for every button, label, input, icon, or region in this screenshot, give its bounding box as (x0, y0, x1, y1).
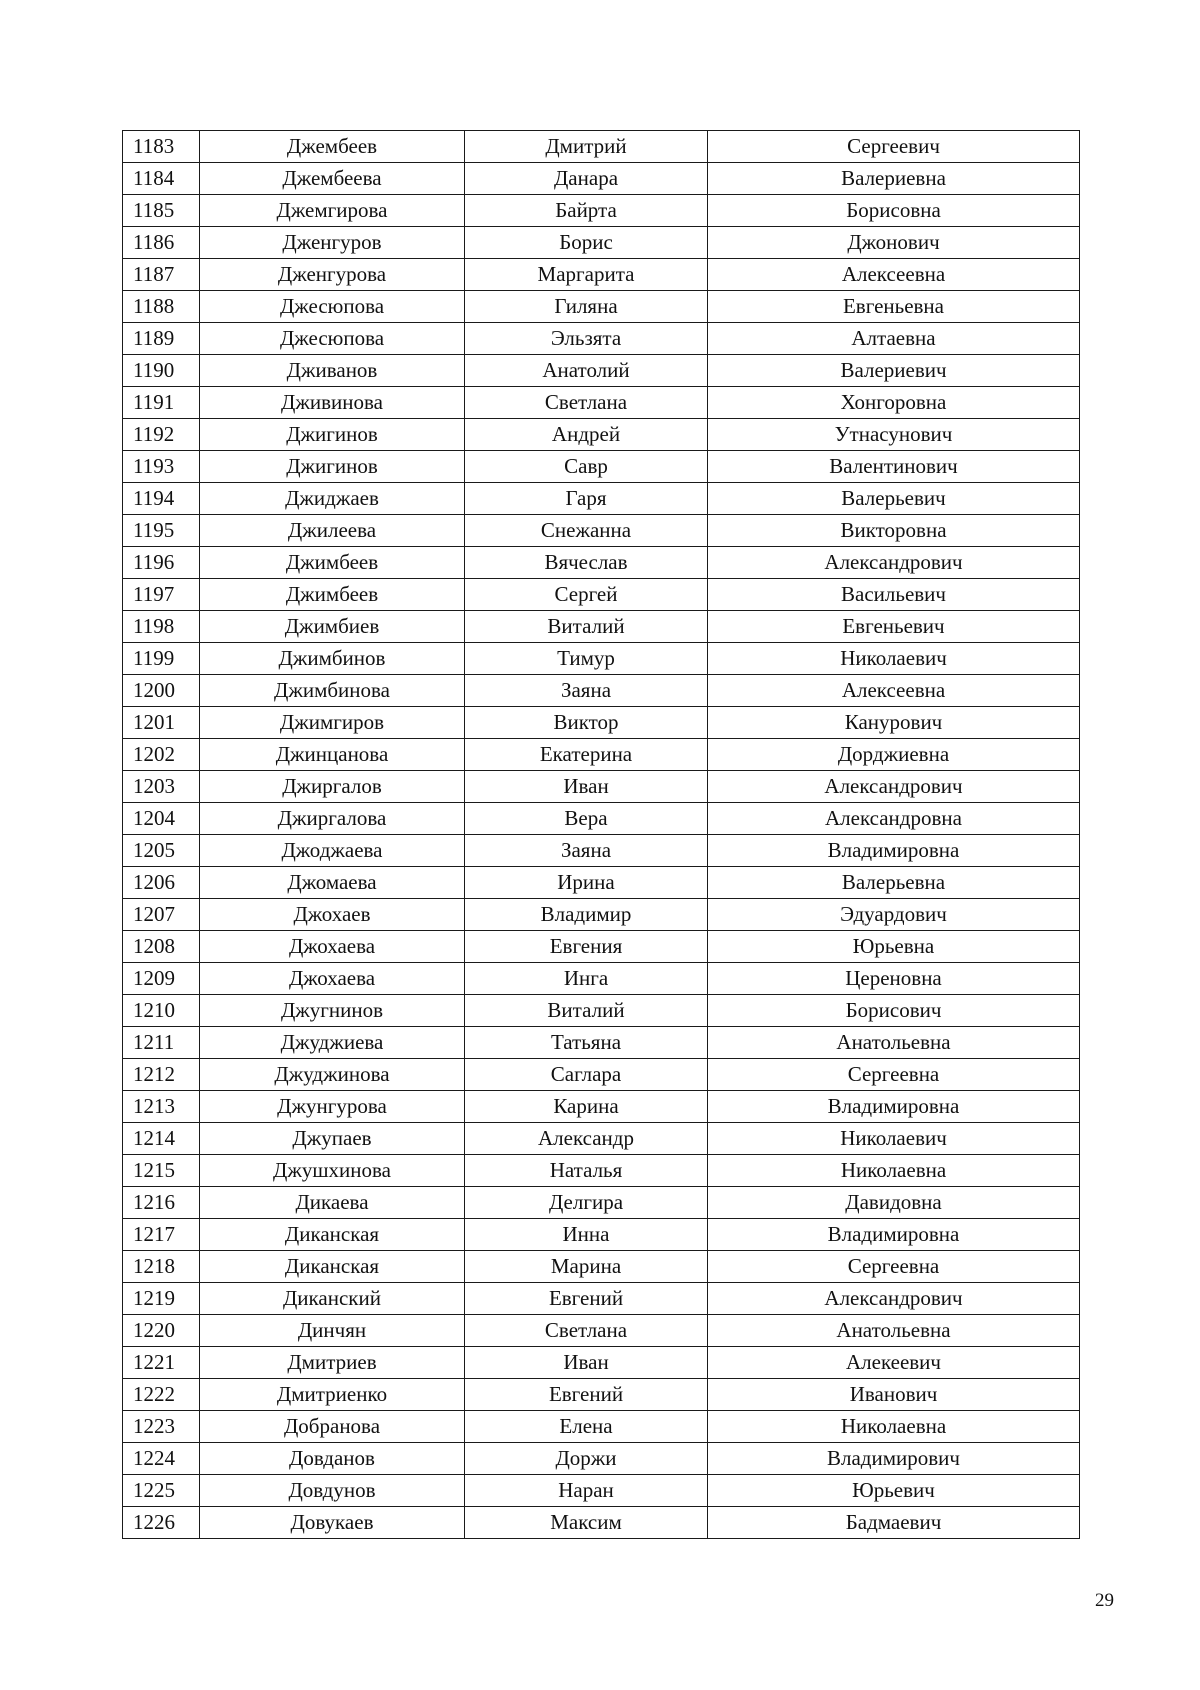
table-row (123, 1283, 1080, 1315)
row-number-cell: 1208 (123, 931, 200, 963)
first-name-cell: Екатерина (465, 739, 708, 771)
row-number-cell: 1218 (123, 1251, 200, 1283)
patronymic-cell: Валерьевна (708, 867, 1080, 899)
first-name-cell: Вячеслав (465, 547, 708, 579)
first-name-cell: Маргарита (465, 259, 708, 291)
first-name-cell: Максим (465, 1507, 708, 1539)
table-row (123, 291, 1080, 323)
first-name-cell: Байрта (465, 195, 708, 227)
patronymic-cell: Дорджиевна (708, 739, 1080, 771)
row-number-cell: 1219 (123, 1283, 200, 1315)
table-row (123, 771, 1080, 803)
first-name-cell: Саглара (465, 1059, 708, 1091)
table-row (123, 131, 1080, 163)
last-name-cell: Джоджаева (200, 835, 465, 867)
last-name-cell: Добранова (200, 1411, 465, 1443)
last-name-cell: Джиргалова (200, 803, 465, 835)
table-row (123, 227, 1080, 259)
last-name-cell: Джомаева (200, 867, 465, 899)
first-name-cell: Тимур (465, 643, 708, 675)
first-name-cell: Заяна (465, 835, 708, 867)
first-name-cell: Андрей (465, 419, 708, 451)
roster-body (123, 131, 1080, 1539)
first-name-cell: Гиляна (465, 291, 708, 323)
table-row (123, 1379, 1080, 1411)
last-name-cell: Диканский (200, 1283, 465, 1315)
table-row (123, 739, 1080, 771)
last-name-cell: Джугнинов (200, 995, 465, 1027)
first-name-cell: Инга (465, 963, 708, 995)
last-name-cell: Джохаева (200, 963, 465, 995)
row-number-cell: 1194 (123, 483, 200, 515)
first-name-cell: Владимир (465, 899, 708, 931)
row-number-cell: 1185 (123, 195, 200, 227)
first-name-cell: Евгений (465, 1283, 708, 1315)
last-name-cell: Динчян (200, 1315, 465, 1347)
table-row (123, 451, 1080, 483)
first-name-cell: Елена (465, 1411, 708, 1443)
last-name-cell: Джесюпова (200, 291, 465, 323)
row-number-cell: 1196 (123, 547, 200, 579)
row-number-cell: 1210 (123, 995, 200, 1027)
roster-table (122, 130, 1080, 1539)
first-name-cell: Евгений (465, 1379, 708, 1411)
first-name-cell: Евгения (465, 931, 708, 963)
row-number-cell: 1187 (123, 259, 200, 291)
patronymic-cell: Николаевна (708, 1411, 1080, 1443)
table-row (123, 803, 1080, 835)
last-name-cell: Джимбеев (200, 547, 465, 579)
first-name-cell: Савр (465, 451, 708, 483)
first-name-cell: Делгира (465, 1187, 708, 1219)
table-row (123, 547, 1080, 579)
patronymic-cell: Сергеевич (708, 131, 1080, 163)
table-row (123, 163, 1080, 195)
patronymic-cell: Николаевна (708, 1155, 1080, 1187)
patronymic-cell: Алтаевна (708, 323, 1080, 355)
last-name-cell: Дженгурова (200, 259, 465, 291)
last-name-cell: Довдунов (200, 1475, 465, 1507)
last-name-cell: Джунгурова (200, 1091, 465, 1123)
row-number-cell: 1184 (123, 163, 200, 195)
table-row (123, 643, 1080, 675)
patronymic-cell: Алексеевна (708, 675, 1080, 707)
table-row (123, 1347, 1080, 1379)
first-name-cell: Заяна (465, 675, 708, 707)
row-number-cell: 1190 (123, 355, 200, 387)
last-name-cell: Дмитриенко (200, 1379, 465, 1411)
row-number-cell: 1201 (123, 707, 200, 739)
patronymic-cell: Валентинович (708, 451, 1080, 483)
patronymic-cell: Владимировна (708, 1219, 1080, 1251)
row-number-cell: 1217 (123, 1219, 200, 1251)
table-row (123, 675, 1080, 707)
row-number-cell: 1220 (123, 1315, 200, 1347)
patronymic-cell: Валериевич (708, 355, 1080, 387)
table-row (123, 1475, 1080, 1507)
patronymic-cell: Иванович (708, 1379, 1080, 1411)
last-name-cell: Джембеева (200, 163, 465, 195)
last-name-cell: Джохаев (200, 899, 465, 931)
row-number-cell: 1195 (123, 515, 200, 547)
patronymic-cell: Викторовна (708, 515, 1080, 547)
last-name-cell: Довукаев (200, 1507, 465, 1539)
row-number-cell: 1225 (123, 1475, 200, 1507)
patronymic-cell: Александрович (708, 547, 1080, 579)
row-number-cell: 1216 (123, 1187, 200, 1219)
row-number-cell: 1192 (123, 419, 200, 451)
table-row (123, 387, 1080, 419)
last-name-cell: Дмитриев (200, 1347, 465, 1379)
row-number-cell: 1209 (123, 963, 200, 995)
row-number-cell: 1206 (123, 867, 200, 899)
last-name-cell: Джесюпова (200, 323, 465, 355)
table-row (123, 1219, 1080, 1251)
table-row (123, 1315, 1080, 1347)
last-name-cell: Джуджинова (200, 1059, 465, 1091)
row-number-cell: 1215 (123, 1155, 200, 1187)
table-row (123, 867, 1080, 899)
patronymic-cell: Эдуардович (708, 899, 1080, 931)
first-name-cell: Ирина (465, 867, 708, 899)
patronymic-cell: Валериевна (708, 163, 1080, 195)
patronymic-cell: Алекеевич (708, 1347, 1080, 1379)
first-name-cell: Светлана (465, 387, 708, 419)
row-number-cell: 1226 (123, 1507, 200, 1539)
last-name-cell: Джигинов (200, 451, 465, 483)
first-name-cell: Иван (465, 1347, 708, 1379)
table-row (123, 515, 1080, 547)
table-row (123, 1123, 1080, 1155)
first-name-cell: Гаря (465, 483, 708, 515)
table-row (123, 1443, 1080, 1475)
patronymic-cell: Валерьевич (708, 483, 1080, 515)
patronymic-cell: Владимирович (708, 1443, 1080, 1475)
last-name-cell: Джилеева (200, 515, 465, 547)
table-row (123, 611, 1080, 643)
patronymic-cell: Борисович (708, 995, 1080, 1027)
first-name-cell: Эльзята (465, 323, 708, 355)
row-number-cell: 1222 (123, 1379, 200, 1411)
patronymic-cell: Канурович (708, 707, 1080, 739)
row-number-cell: 1186 (123, 227, 200, 259)
table-row (123, 707, 1080, 739)
row-number-cell: 1193 (123, 451, 200, 483)
patronymic-cell: Евгеньевич (708, 611, 1080, 643)
row-number-cell: 1214 (123, 1123, 200, 1155)
patronymic-cell: Александровна (708, 803, 1080, 835)
first-name-cell: Виталий (465, 995, 708, 1027)
row-number-cell: 1197 (123, 579, 200, 611)
last-name-cell: Джимбеев (200, 579, 465, 611)
first-name-cell: Анатолий (465, 355, 708, 387)
last-name-cell: Джиргалов (200, 771, 465, 803)
patronymic-cell: Цереновна (708, 963, 1080, 995)
patronymic-cell: Алексеевна (708, 259, 1080, 291)
table-row (123, 1251, 1080, 1283)
row-number-cell: 1212 (123, 1059, 200, 1091)
last-name-cell: Джигинов (200, 419, 465, 451)
last-name-cell: Дженгуров (200, 227, 465, 259)
patronymic-cell: Анатольевна (708, 1315, 1080, 1347)
row-number-cell: 1223 (123, 1411, 200, 1443)
table-row (123, 1411, 1080, 1443)
table-row (123, 195, 1080, 227)
row-number-cell: 1204 (123, 803, 200, 835)
table-row (123, 1155, 1080, 1187)
patronymic-cell: Хонгоровна (708, 387, 1080, 419)
table-row (123, 259, 1080, 291)
last-name-cell: Джимгиров (200, 707, 465, 739)
table-row (123, 1507, 1080, 1539)
table-row (123, 1059, 1080, 1091)
table-row (123, 1027, 1080, 1059)
last-name-cell: Джемгирова (200, 195, 465, 227)
table-row (123, 835, 1080, 867)
patronymic-cell: Владимировна (708, 835, 1080, 867)
last-name-cell: Довданов (200, 1443, 465, 1475)
first-name-cell: Инна (465, 1219, 708, 1251)
last-name-cell: Джинцанова (200, 739, 465, 771)
last-name-cell: Джимбинов (200, 643, 465, 675)
patronymic-cell: Николаевич (708, 1123, 1080, 1155)
patronymic-cell: Александрович (708, 771, 1080, 803)
patronymic-cell: Бадмаевич (708, 1507, 1080, 1539)
first-name-cell: Светлана (465, 1315, 708, 1347)
first-name-cell: Виктор (465, 707, 708, 739)
row-number-cell: 1207 (123, 899, 200, 931)
first-name-cell: Борис (465, 227, 708, 259)
first-name-cell: Доржи (465, 1443, 708, 1475)
patronymic-cell: Утнасунович (708, 419, 1080, 451)
row-number-cell: 1213 (123, 1091, 200, 1123)
patronymic-cell: Юрьевич (708, 1475, 1080, 1507)
last-name-cell: Дживинова (200, 387, 465, 419)
table-row (123, 1091, 1080, 1123)
last-name-cell: Джушхинова (200, 1155, 465, 1187)
last-name-cell: Джимбиев (200, 611, 465, 643)
patronymic-cell: Александрович (708, 1283, 1080, 1315)
table-row (123, 323, 1080, 355)
first-name-cell: Карина (465, 1091, 708, 1123)
first-name-cell: Снежанна (465, 515, 708, 547)
row-number-cell: 1191 (123, 387, 200, 419)
last-name-cell: Диканская (200, 1251, 465, 1283)
row-number-cell: 1224 (123, 1443, 200, 1475)
patronymic-cell: Владимировна (708, 1091, 1080, 1123)
last-name-cell: Джимбинова (200, 675, 465, 707)
row-number-cell: 1188 (123, 291, 200, 323)
table-row (123, 1187, 1080, 1219)
patronymic-cell: Давидовна (708, 1187, 1080, 1219)
last-name-cell: Джохаева (200, 931, 465, 963)
row-number-cell: 1198 (123, 611, 200, 643)
patronymic-cell: Юрьевна (708, 931, 1080, 963)
first-name-cell: Александр (465, 1123, 708, 1155)
patronymic-cell: Сергеевна (708, 1059, 1080, 1091)
row-number-cell: 1205 (123, 835, 200, 867)
last-name-cell: Диканская (200, 1219, 465, 1251)
row-number-cell: 1183 (123, 131, 200, 163)
patronymic-cell: Сергеевна (708, 1251, 1080, 1283)
table-row (123, 419, 1080, 451)
last-name-cell: Джуджиева (200, 1027, 465, 1059)
row-number-cell: 1199 (123, 643, 200, 675)
first-name-cell: Татьяна (465, 1027, 708, 1059)
page-number: 29 (1095, 1590, 1114, 1611)
table-row (123, 483, 1080, 515)
first-name-cell: Дмитрий (465, 131, 708, 163)
last-name-cell: Дикаева (200, 1187, 465, 1219)
last-name-cell: Дживанов (200, 355, 465, 387)
last-name-cell: Джиджаев (200, 483, 465, 515)
table-row (123, 995, 1080, 1027)
patronymic-cell: Анатольевна (708, 1027, 1080, 1059)
last-name-cell: Джембеев (200, 131, 465, 163)
first-name-cell: Сергей (465, 579, 708, 611)
row-number-cell: 1200 (123, 675, 200, 707)
first-name-cell: Вера (465, 803, 708, 835)
patronymic-cell: Евгеньевна (708, 291, 1080, 323)
row-number-cell: 1189 (123, 323, 200, 355)
table-row (123, 931, 1080, 963)
first-name-cell: Данара (465, 163, 708, 195)
first-name-cell: Наран (465, 1475, 708, 1507)
table-row (123, 963, 1080, 995)
patronymic-cell: Джонович (708, 227, 1080, 259)
first-name-cell: Марина (465, 1251, 708, 1283)
table-row (123, 579, 1080, 611)
patronymic-cell: Николаевич (708, 643, 1080, 675)
first-name-cell: Иван (465, 771, 708, 803)
row-number-cell: 1203 (123, 771, 200, 803)
patronymic-cell: Васильевич (708, 579, 1080, 611)
last-name-cell: Джупаев (200, 1123, 465, 1155)
row-number-cell: 1202 (123, 739, 200, 771)
first-name-cell: Виталий (465, 611, 708, 643)
table-row (123, 355, 1080, 387)
row-number-cell: 1221 (123, 1347, 200, 1379)
patronymic-cell: Борисовна (708, 195, 1080, 227)
first-name-cell: Наталья (465, 1155, 708, 1187)
table-row (123, 899, 1080, 931)
row-number-cell: 1211 (123, 1027, 200, 1059)
